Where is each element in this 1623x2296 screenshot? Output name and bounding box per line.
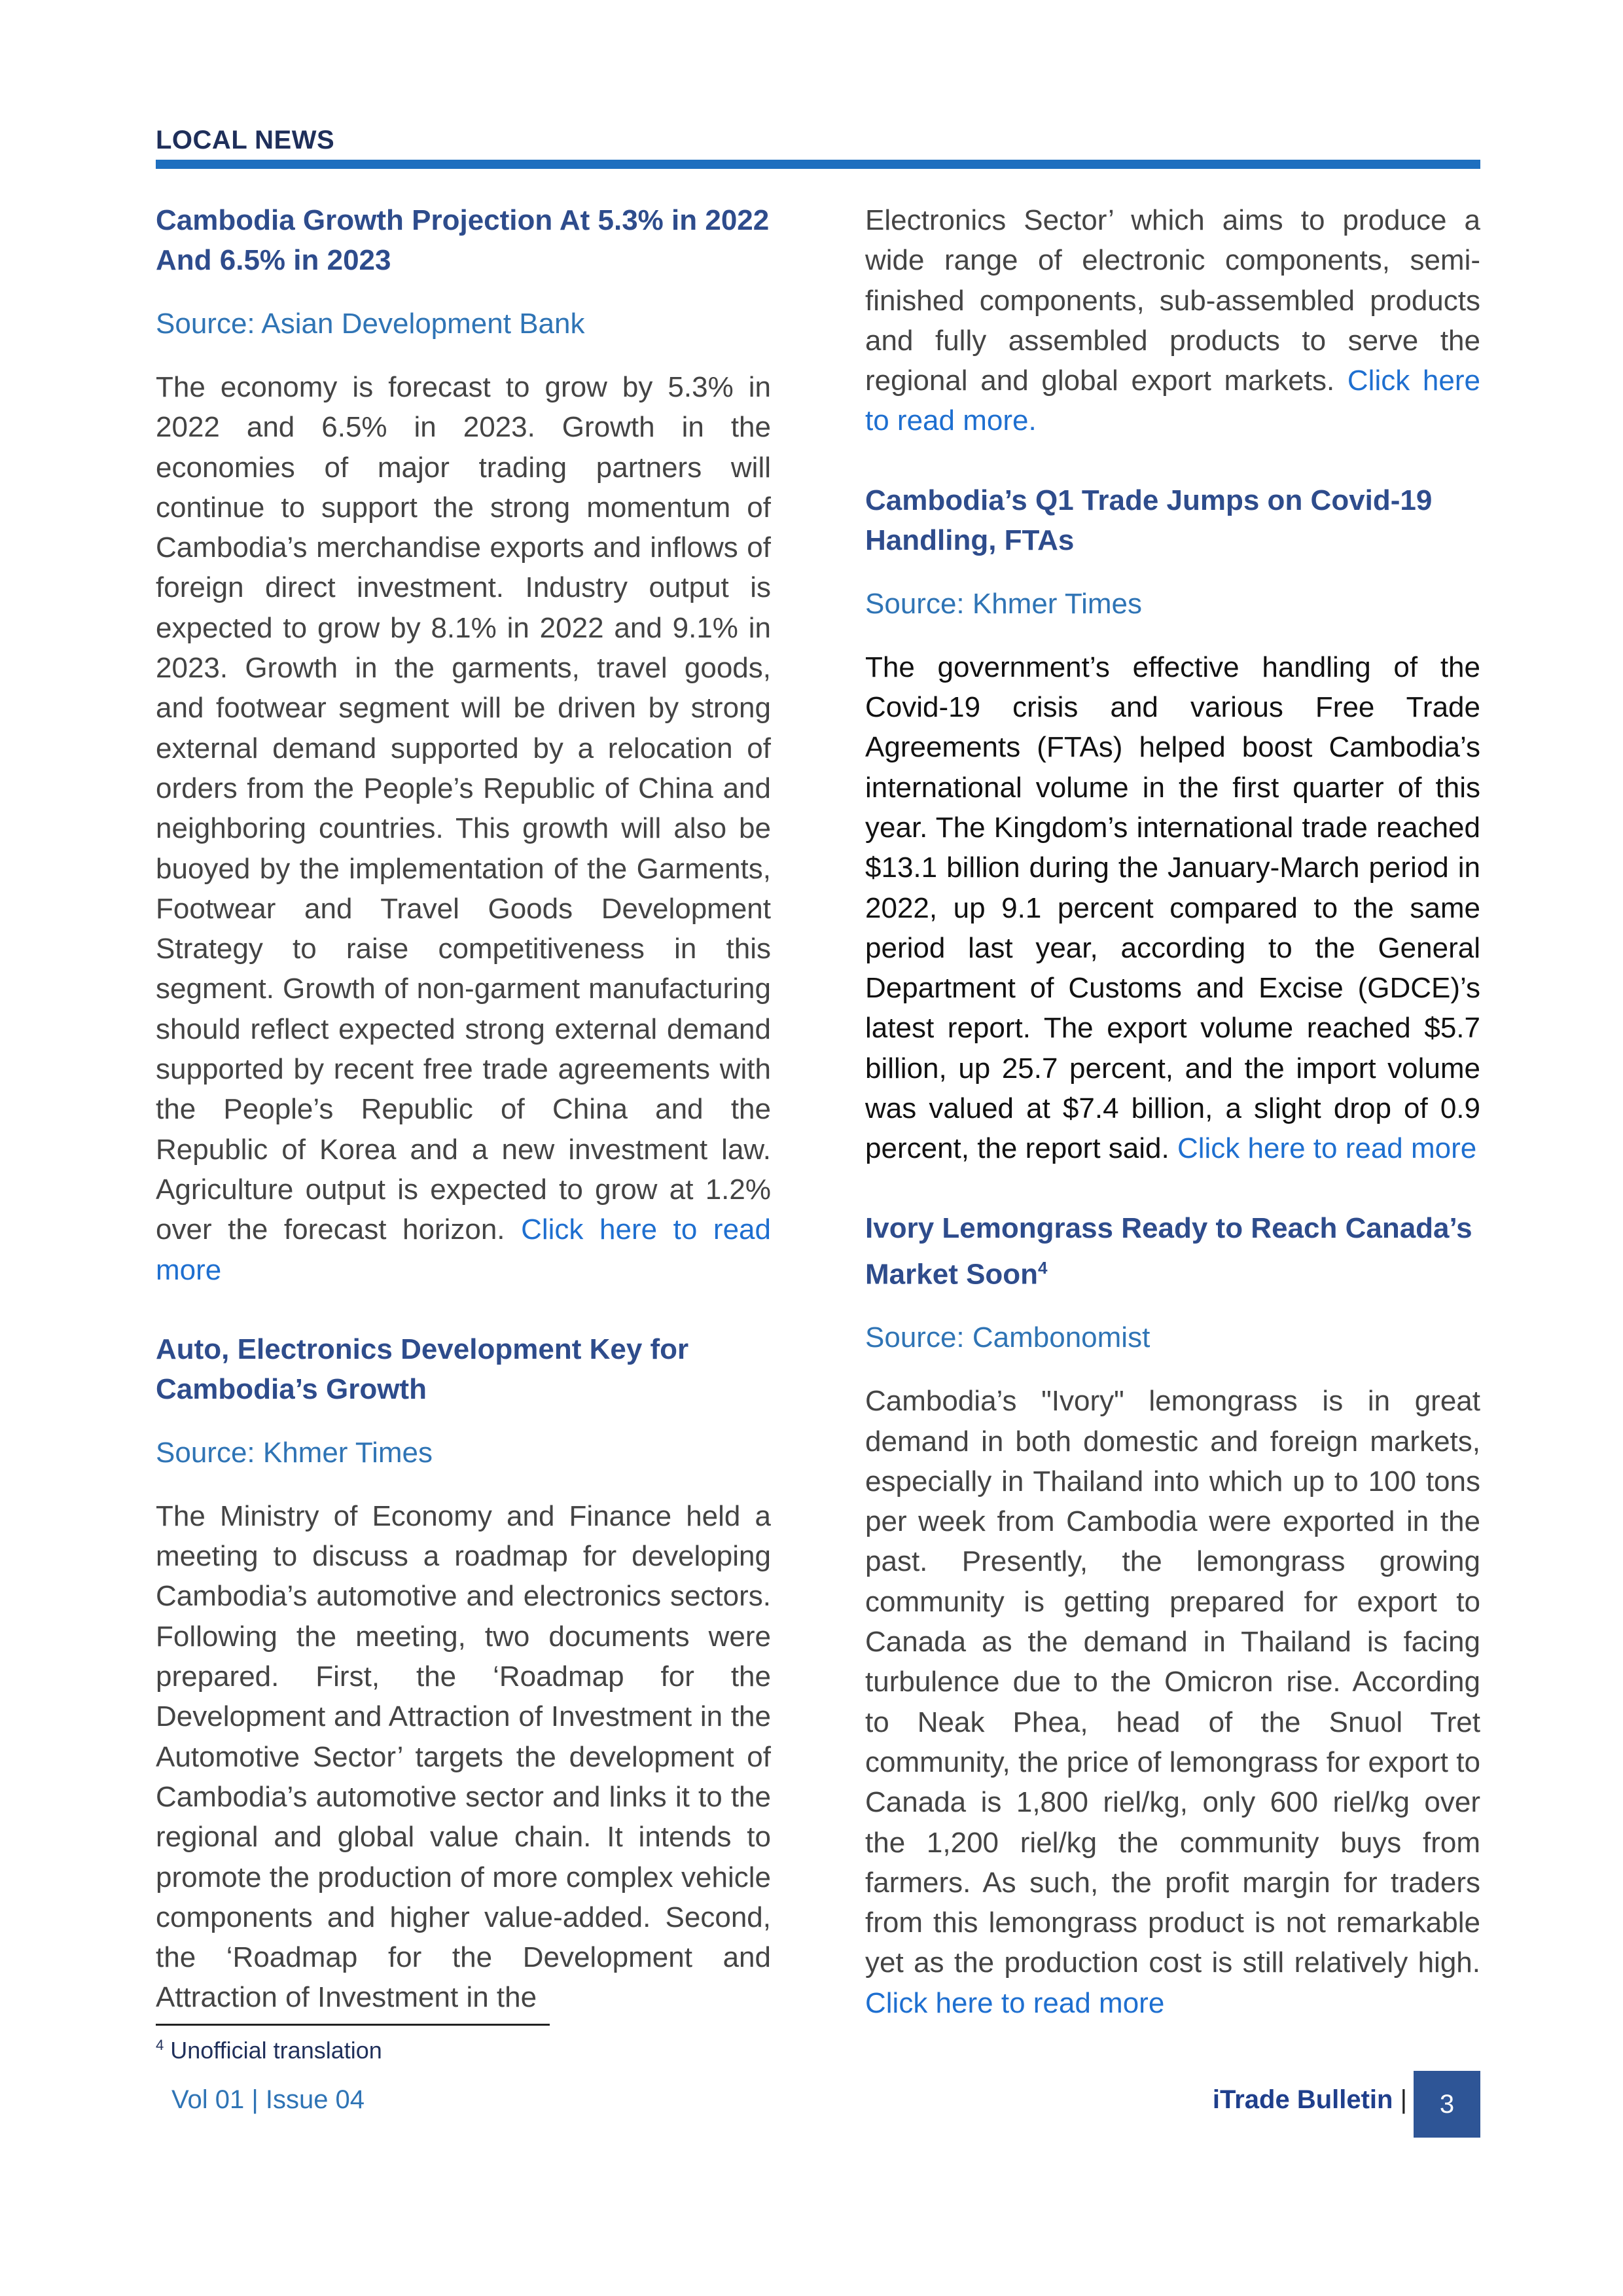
article-2-source: Source: Khmer Times (156, 1436, 433, 1469)
footer-issue: Vol 01 | Issue 04 (171, 2085, 365, 2114)
article-2-body-part1: The Ministry of Economy and Finance held a meeting to discuss a roadmap for developing Cambodia’s automotive and electronics sectors. Following the meeting, two documents were prepared. First, the ‘Roadmap for the Development and Attraction of Investment in the Automotive Sector’ targets the development of Cambodia’s automotive sector and links it to the regional and global value chain. It intends to promote the production of more complex vehicle components and higher value-added. Second, the ‘Roadmap for the Development and Attraction of Investment in the (156, 1499, 771, 2014)
article-2-body-continued (865, 200, 1480, 441)
article-4-footnote-marker[interactable]: 4 (1038, 1257, 1048, 1278)
header-rule (156, 160, 1480, 169)
article-3-source: Source: Khmer Times (865, 587, 1143, 620)
article-3-body (865, 647, 1480, 1169)
article-2-body-part2: Electronics Sector’ which aims to produce a wide range of electronic components, semi-finished components, sub-assembled products and fully assembled products to serve the regional and global export markets. (865, 204, 1480, 397)
article-4-read-more-link[interactable]: Click here to read more (865, 1986, 1165, 2019)
footer-publication (1213, 2085, 1407, 2115)
article-1-body-text: The economy is forecast to grow by 5.3% in 2022 and 6.5% in 2023. Growth in the economies of major trading partners will continue to support the strong momentum of Cambodia’s merchandise exports and inflows of foreign direct investment. Industry output is expected to grow by 8.1% in 2022 and 9.1% in 2023. Growth in the garments, travel goods, and footwear segment will be driven by strong external demand supported by a relocation of orders from the People’s Republic of China and neighboring countries. This growth will also be buoyed by the implementation of the Garments, Footwear and Travel Goods Development Strategy to raise competitiveness in this segment. Growth of non-garment manufacturing should reflect expected strong external demand supported by recent free trade agreements with the People’s Republic of China and the Republic of Korea and a new investment law. Agriculture output is expected to grow at 1.2% over the forecast horizon. (156, 371, 771, 1246)
footer-separator: | (1400, 2085, 1407, 2114)
section-label: LOCAL NEWS (156, 126, 335, 154)
article-2-read-more-link[interactable]: Click here to read more. (865, 365, 1480, 437)
footnote-text: Unofficial translation (170, 2037, 382, 2064)
article-4-title-text: Ivory Lemongrass Ready to Reach Canada’s Market Soon (865, 1211, 1472, 1291)
article-2-title: Auto, Electronics Development Key for Cambodia’s Growth (156, 1333, 689, 1405)
right-column (865, 200, 1480, 2023)
article-3-title: Cambodia’s Q1 Trade Jumps on Covid-19 Handling, FTAs (865, 484, 1433, 556)
footnote-marker: 4 (156, 2037, 164, 2053)
left-column (156, 200, 771, 2018)
footnote (156, 2037, 382, 2064)
footer-publication-name: iTrade Bulletin (1212, 2085, 1393, 2114)
article-1-read-more-link[interactable]: Click here to read more (156, 1213, 771, 1286)
page-number: 3 (1414, 2071, 1480, 2138)
article-1-source: Source: Asian Development Bank (156, 308, 585, 340)
article-1-title: Cambodia Growth Projection At 5.3% in 2022 And 6.5% in 2023 (156, 204, 770, 276)
article-4-title (865, 1208, 1480, 1295)
footnote-rule (156, 2024, 550, 2026)
article-4-body (865, 1381, 1480, 2023)
article-3-read-more-link[interactable]: Click here to read more (1177, 1132, 1477, 1165)
article-4-source: Source: Cambonomist (865, 1321, 1150, 1354)
article-3-body-text: The government’s effective handling of the Covid-19 crisis and various Free Trade Agreements (FTAs) helped boost Cambodia’s international volume in the first quarter of this year. The Kingdom’s international trade reached $13.1 billion during the January-March period in 2022, up 9.1 percent compared to the same period last year, according to the General Department of Customs and Excise (GDCE)’s latest report. The export volume reached $5.7 billion, up 25.7 percent, and the import volume was valued at $7.4 billion, a slight drop of 0.9 percent, the report said. (865, 651, 1480, 1165)
article-1-body (156, 367, 771, 1290)
article-4-body-text: Cambodia’s "Ivory" lemongrass is in great demand in both domestic and foreign markets, especially in Thailand into which up to 100 tons per week from Cambodia were exported in the past. Presently, the lemongrass growing community is getting prepared for export to Canada as the demand in Thailand is facing turbulence due to the Omicron rise. According to Neak Phea, head of the Snuol Tret community, the price of lemongrass for export to Canada is 1,800 riel/kg, only 600 riel/kg over the 1,200 riel/kg the community buys from farmers. As such, the profit margin for traders from this lemongrass product is not remarkable yet as the production cost is still relatively high. (865, 1385, 1480, 1979)
